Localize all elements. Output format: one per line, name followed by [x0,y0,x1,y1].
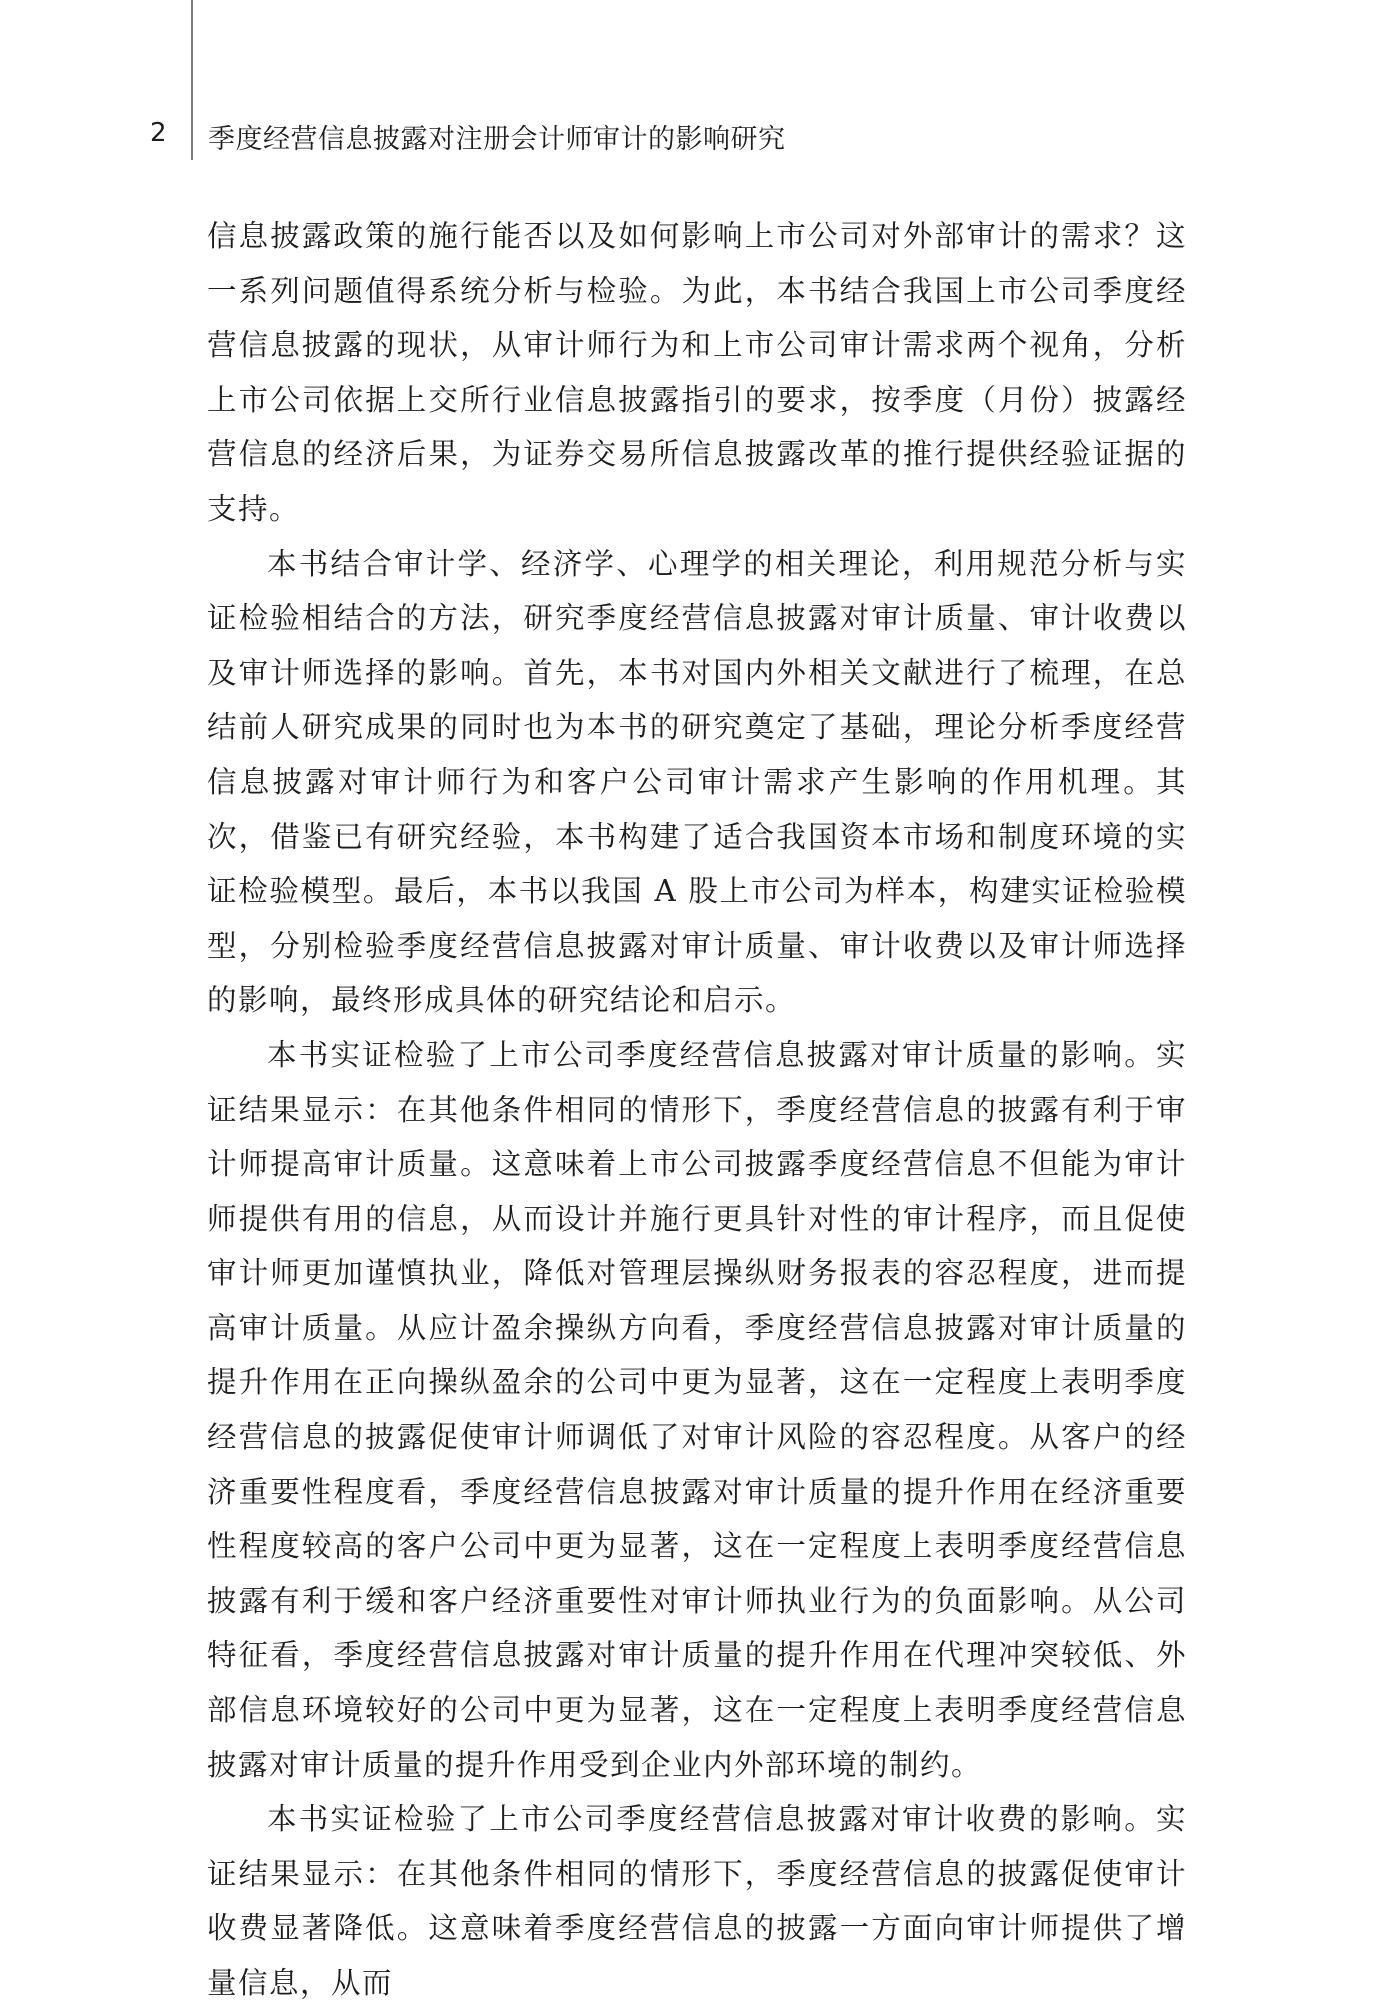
paragraph-2: 本书结合审计学、经济学、心理学的相关理论，利用规范分析与实证检验相结合的方法，研究季度经营信息披露对审计质量、审计收费以及审计师选择的影响。首先，本书对国内外相关文献进行了梳理，在总结前人研究成果的同时也为本书的研究奠定了基础，理论分析季度经营信息披露对审计师行为和客户公司审计需求产生影响的作用机理。其次，借鉴已有研究经验，本书构建了适合我国资本市场和制度环境的实证检验模型。最后，本书以我国 A 股上市公司为样本，构建实证检验模型，分别检验季度经营信息披露对审计质量、审计收费以及审计师选择的影响，最终形成具体的研究结论和启示。 [207,546,1187,1018]
paragraph-1: 信息披露政策的施行能否以及如何影响上市公司对外部审计的需求？这一系列问题值得系统分析与检验。为此，本书结合我国上市公司季度经营信息披露的现状，从审计师行为和上市公司审计需求两个视角，分析上市公司依据上交所行业信息披露指引的要求，按季度（月份）披露经营信息的经济后果，为证券交易所信息披露改革的推行提供经验证据的支持。 [207,219,1187,526]
page-number: 2 [150,118,167,148]
body-text [207,209,1187,2011]
running-title: 季度经营信息披露对注册会计师审计的影响研究 [208,124,786,155]
header-divider [191,0,193,160]
paragraph-3: 本书实证检验了上市公司季度经营信息披露对审计质量的影响。实证结果显示：在其他条件相同的情形下，季度经营信息的披露有利于审计师提高审计质量。这意味着上市公司披露季度经营信息不但能为审计师提供有用的信息，从而设计并施行更具针对性的审计程序，而且促使审计师更加谨慎执业，降低对管理层操纵财务报表的容忍程度，进而提高审计质量。从应计盈余操纵方向看，季度经营信息披露对审计质量的提升作用在正向操纵盈余的公司中更为显著，这在一定程度上表明季度经营信息的披露促使审计师调低了对审计风险的容忍程度。从客户的经济重要性程度看，季度经营信息披露对审计质量的提升作用在经济重要性程度较高的客户公司中更为显著，这在一定程度上表明季度经营信息披露有利于缓和客户经济重要性对审计师执业行为的负面影响。从公司特征看，季度经营信息披露对审计质量的提升作用在代理冲突较低、外部信息环境较好的公司中更为显著，这在一定程度上表明季度经营信息披露对审计质量的提升作用受到企业内外部环境的制约。 [207,1037,1187,1782]
paragraph-4: 本书实证检验了上市公司季度经营信息披露对审计收费的影响。实证结果显示：在其他条件相同的情形下，季度经营信息的披露促使审计收费显著降低。这意味着季度经营信息的披露一方面向审计师提供了增量信息，从而 [207,1802,1187,2000]
